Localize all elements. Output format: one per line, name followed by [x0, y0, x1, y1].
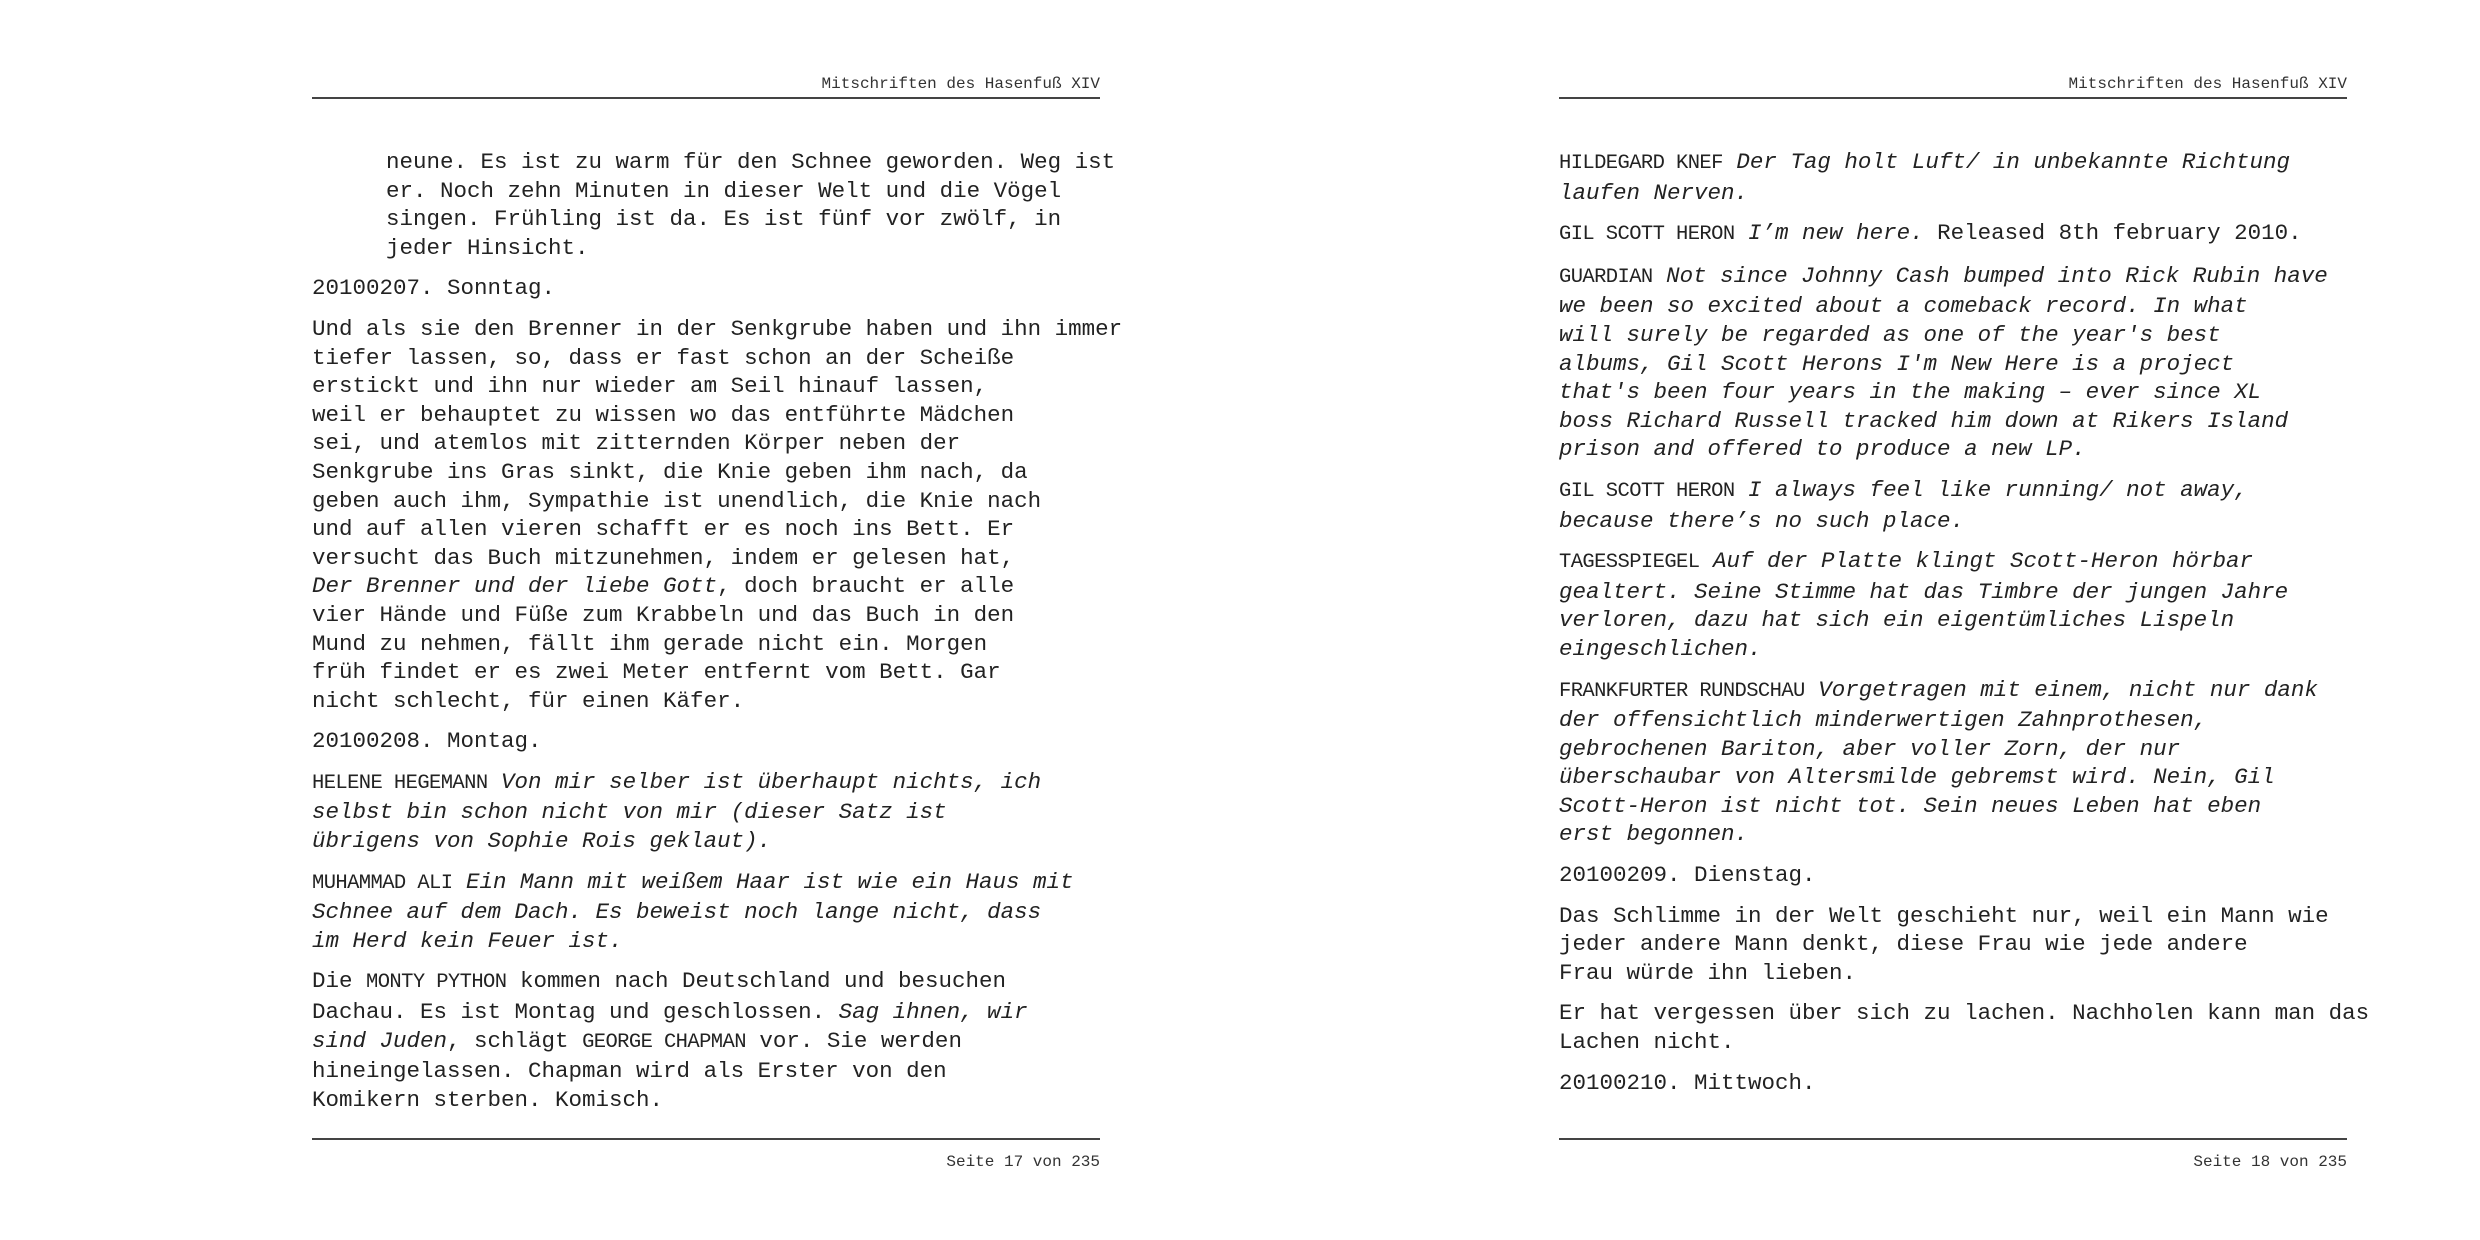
right-page	[1559, 0, 2370, 1240]
text-fragment: Dachau. Es ist Montag und geschlossen.	[312, 999, 839, 1026]
continued-paragraph	[312, 148, 1116, 262]
quote-knef	[1559, 148, 2359, 207]
quote-heron-running	[1559, 476, 2359, 535]
quote-text: albums, Gil Scott Herons I'm New Here is a project	[1559, 350, 2235, 377]
text-line	[1559, 350, 2359, 379]
text-line: er. Noch zehn Minuten in dieser Welt und die Vögel	[386, 177, 1062, 204]
text-line	[1559, 635, 2359, 664]
quote-text: sind Juden	[312, 1027, 448, 1054]
text-line	[1559, 763, 2359, 792]
text-line	[1559, 820, 2359, 849]
speaker-name: GEORGE CHAPMAN	[582, 1030, 746, 1054]
footer-rule	[312, 1138, 1100, 1140]
text-line: Er hat vergessen über sich zu lachen. Nachholen kann man das	[1559, 1000, 2370, 1027]
speaker-name: HILDEGARD KNEF	[1559, 152, 1723, 175]
album-title: I’m new here.	[1748, 220, 1924, 247]
quote-text: selbst bin schon nicht von mir (dieser Satz ist	[312, 799, 947, 826]
text-line	[1559, 435, 2359, 464]
speaker-name: GUARDIAN	[1559, 265, 1653, 289]
text-line	[1559, 378, 2359, 407]
text-line	[312, 768, 1112, 799]
quote-rundschau	[1559, 676, 2359, 850]
text-line	[1559, 476, 2359, 507]
text-fragment: Released 8th february 2010.	[1923, 220, 2302, 247]
quote-text: because there’s no such place.	[1559, 507, 1965, 534]
quote-text: Sag ihnen, wir	[838, 999, 1028, 1026]
text-line	[1559, 219, 2359, 250]
quote-ali	[312, 868, 1112, 956]
quote-text: übrigens von Sophie Rois geklaut).	[312, 828, 772, 855]
quote-text: I always feel like running/ not away,	[1748, 476, 2248, 503]
text-line: nicht schlecht, für einen Käfer.	[312, 687, 745, 714]
text-line	[1559, 735, 2359, 764]
text-line: Das Schlimme in der Welt geschieht nur, weil ein Mann wie	[1559, 902, 2329, 929]
quote-text: Vorgetragen mit einem, nicht nur dank	[1818, 676, 2318, 703]
quote-text: Von mir selber ist überhaupt nichts, ich	[501, 768, 1042, 795]
quote-tagesspiegel	[1559, 547, 2359, 663]
text-line: Und als sie den Brenner in der Senkgrube haben und ihn immer	[312, 315, 1123, 342]
text-fragment: , doch braucht er alle	[717, 573, 1015, 600]
text-line	[312, 827, 1112, 856]
quote-hegemann	[312, 768, 1112, 856]
text-line	[1559, 407, 2359, 436]
text-line: hineingelassen. Chapman wird als Erster von den	[312, 1058, 947, 1085]
text-line	[1559, 676, 2359, 707]
text-fragment: Die	[312, 968, 367, 995]
text-line	[1559, 148, 2359, 179]
text-line: geben auch ihm, Sympathie ist unendlich, die Knie nach	[312, 487, 1042, 514]
page-header: Mitschriften des Hasenfuß XIV	[2068, 75, 2347, 93]
quote-text: laufen Nerven.	[1559, 179, 1749, 206]
text-line: und auf allen vieren schafft er es noch ins Bett. Er	[312, 516, 1015, 543]
quote-text: Schnee auf dem Dach. Es beweist noch lange nicht, dass	[312, 899, 1042, 926]
text-line	[312, 998, 1112, 1027]
text-line	[1559, 792, 2359, 821]
speaker-name: GIL SCOTT HERON	[1559, 223, 1735, 247]
speaker-name: GIL SCOTT HERON	[1559, 479, 1735, 503]
quote-text: gebrochenen Bariton, aber voller Zorn, der nur	[1559, 735, 2181, 762]
text-line: sei, und atemlos mit zitternden Körper neben der	[312, 430, 961, 457]
monty-python-paragraph	[312, 967, 1112, 1114]
text-line	[1559, 578, 2359, 607]
text-line	[1559, 606, 2359, 635]
text-line: versucht das Buch mitzunehmen, indem er gelesen hat,	[312, 544, 1015, 571]
page-number: Seite 17 von 235	[946, 1153, 1100, 1171]
quote-text: Auf der Platte klingt Scott-Heron hörbar	[1712, 548, 2254, 575]
quote-text: Not since Johnny Cash bumped into Rick Rubin have	[1666, 262, 2328, 289]
date-heading: 20100207. Sonntag.	[312, 275, 556, 302]
text-line	[1559, 262, 2359, 293]
text-line: Lachen nicht.	[1559, 1029, 1735, 1056]
schlimme-paragraph	[1559, 902, 2359, 988]
text-line	[1559, 507, 2359, 536]
text-line	[1559, 292, 2359, 321]
footer-rule	[1559, 1138, 2347, 1140]
quote-text: erst begonnen.	[1559, 821, 1749, 848]
text-line	[312, 898, 1112, 927]
quote-heron-release	[1559, 219, 2359, 250]
lachen-paragraph	[1559, 999, 2370, 1056]
text-line: Komikern sterben. Komisch.	[312, 1086, 664, 1113]
quote-text: that's been four years in the making – ever since XL	[1559, 379, 2262, 406]
left-page	[312, 0, 1123, 1240]
page-body	[312, 148, 1123, 1126]
text-line: Frau würde ihn lieben.	[1559, 959, 1857, 986]
text-line: jeder andere Mann denkt, diese Frau wie jede andere	[1559, 931, 2248, 958]
text-line: erstickt und ihn nur wieder am Seil hinauf lassen,	[312, 373, 988, 400]
quote-text: prison and offered to produce a new LP.	[1559, 436, 2086, 463]
quote-text: Der Tag holt Luft/ in unbekannte Richtung	[1736, 149, 2290, 175]
text-fragment: , schlägt	[447, 1027, 583, 1054]
brenner-paragraph	[312, 315, 1123, 715]
quote-text: will surely be regarded as one of the year's best	[1559, 321, 2221, 348]
page-number: Seite 18 von 235	[2193, 1153, 2347, 1171]
text-line: früh findet er es zwei Meter entfernt vom Bett. Gar	[312, 659, 1001, 686]
date-heading: 20100208. Montag.	[312, 728, 542, 755]
quote-text: we been so excited about a comeback record. In what	[1559, 293, 2248, 320]
quote-text: Ein Mann mit weißem Haar ist wie ein Haus mit	[465, 868, 1074, 895]
speaker-name: HELENE HEGEMANN	[312, 771, 488, 795]
quote-text: boss Richard Russell tracked him down at Rikers Island	[1559, 407, 2289, 434]
text-line	[312, 798, 1112, 827]
quote-guardian	[1559, 262, 2359, 464]
book-title: Der Brenner und der liebe Gott	[312, 573, 718, 600]
text-line	[1559, 547, 2359, 578]
date-heading: 20100210. Mittwoch.	[1559, 1069, 1816, 1096]
quote-text: überschaubar von Altersmilde gebremst wird. Nein, Gil	[1559, 764, 2275, 791]
text-line: Senkgrube ins Gras sinkt, die Knie geben ihm nach, da	[312, 458, 1028, 485]
text-line: weil er behauptet zu wissen wo das entführte Mädchen	[312, 401, 1015, 428]
text-line	[1559, 179, 2359, 208]
text-line	[312, 868, 1112, 899]
text-line	[312, 572, 1112, 601]
speaker-name: FRANKFURTER RUNDSCHAU	[1559, 679, 1805, 703]
quote-text: Scott-Heron ist nicht tot. Sein neues Leben hat eben	[1559, 792, 2262, 819]
speaker-name: MUHAMMAD ALI	[312, 871, 453, 895]
text-line	[1559, 706, 2359, 735]
text-line: singen. Frühling ist da. Es ist fünf vor zwölf, in	[386, 206, 1062, 233]
text-line: neune. Es ist zu warm für den Schnee geworden. Weg ist	[386, 149, 1116, 175]
page-body	[1559, 148, 2370, 1109]
text-line: Mund zu nehmen, fällt ihm gerade nicht ein. Morgen	[312, 630, 988, 657]
page-header: Mitschriften des Hasenfuß XIV	[821, 75, 1100, 93]
quote-text: der offensichtlich minderwertigen Zahnprothesen,	[1559, 707, 2208, 734]
date-heading: 20100209. Dienstag.	[1559, 862, 1816, 889]
header-rule	[1559, 97, 2347, 99]
text-line	[1559, 321, 2359, 350]
header-rule	[312, 97, 1100, 99]
text-line: jeder Hinsicht.	[386, 234, 589, 261]
text-line: tiefer lassen, so, dass er fast schon an der Scheiße	[312, 344, 1015, 371]
text-line: vier Hände und Füße zum Krabbeln und das Buch in den	[312, 601, 1015, 628]
quote-text: gealtert. Seine Stimme hat das Timbre der jungen Jahre	[1559, 578, 2289, 605]
quote-text: verloren, dazu hat sich ein eigentümliches Lispeln	[1559, 607, 2235, 634]
text-fragment: kommen nach Deutschland und besuchen	[506, 968, 1007, 995]
text-line	[312, 927, 1112, 956]
text-line	[312, 1027, 1112, 1058]
speaker-name: MONTY PYTHON	[366, 971, 507, 995]
speaker-name: TAGESSPIEGEL	[1559, 551, 1700, 575]
text-fragment: vor. Sie werden	[745, 1027, 962, 1054]
text-line	[312, 967, 1112, 998]
quote-text: eingeschlichen.	[1559, 635, 1762, 662]
quote-text: im Herd kein Feuer ist.	[312, 927, 623, 954]
